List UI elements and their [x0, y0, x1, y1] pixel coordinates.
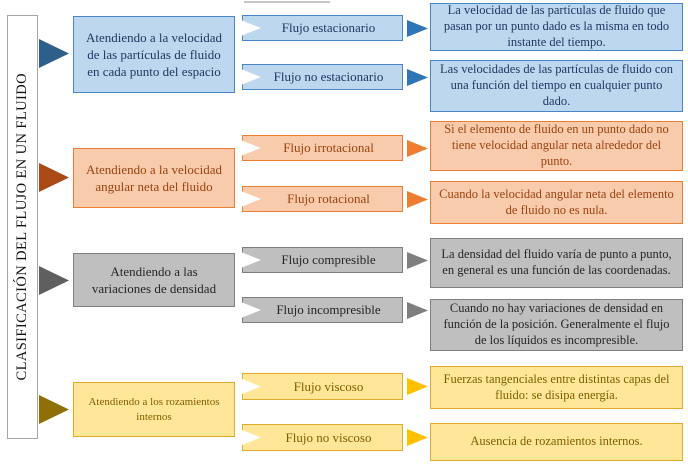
category-box-density-variations	[73, 253, 235, 307]
description-text: La densidad del fluido varía de punto a punto, en general es una función de las coordenadas.	[441, 247, 672, 277]
description-text: Cuando la velocidad angular neta del elemento de fluido no es nula.	[439, 186, 674, 217]
subtype-label: Flujo estacionario	[281, 20, 376, 35]
chevron-right-icon	[236, 189, 261, 209]
subtype-box-flujo-viscoso	[242, 373, 403, 400]
description-box	[430, 60, 683, 112]
diagram-title: CLASIFICACIÓN DEL FLUJO EN UN FLUIDO	[14, 73, 30, 381]
branch-arrow-icon	[39, 395, 69, 424]
arrow-right-icon	[407, 140, 428, 157]
chevron-right-icon	[236, 377, 261, 397]
description-text: Cuando no hay variaciones de densidad en función de la posición. Generalmente el flujo de los líquidos es incompresible.	[443, 301, 670, 347]
subtype-box-flujo-incompresible	[242, 297, 403, 323]
arrow-right-icon	[407, 252, 428, 269]
subtype-box-flujo-no-viscoso	[242, 424, 403, 451]
arrow-right-icon	[407, 20, 428, 37]
subtype-box-flujo-compresible	[242, 247, 403, 273]
arrow-right-icon	[407, 429, 428, 446]
subtype-label: Flujo irrotacional	[283, 140, 374, 155]
subtype-box-flujo-rotacional	[242, 186, 403, 212]
description-box	[430, 181, 683, 224]
subtype-label: Flujo incompresible	[276, 302, 381, 317]
description-box	[430, 299, 683, 351]
description-box	[430, 3, 683, 51]
description-text: Si el elemento de fluido en un punto dado no tiene velocidad angular neta alrededor del punto.	[444, 122, 669, 168]
description-box	[430, 423, 683, 461]
subtype-label: Flujo compresible	[281, 252, 376, 267]
branch-arrow-icon	[39, 266, 69, 295]
subtype-box-flujo-irrotacional	[242, 135, 403, 161]
description-text: La velocidad de las partículas de fluido que pasan por un punto dado es la misma en todo instante del tiempo.	[443, 3, 670, 49]
category-label: Atendiendo a la velocidad de las partículas de fluido en cada punto del espacio	[85, 29, 223, 80]
chevron-right-icon	[236, 250, 261, 270]
diagram-title-box	[7, 15, 38, 439]
arrow-right-icon	[407, 69, 428, 86]
arrow-right-icon	[407, 378, 428, 395]
category-label: Atendiendo a los rozamientos internos	[88, 395, 220, 423]
chevron-right-icon	[236, 300, 261, 320]
branch-arrow-icon	[39, 39, 69, 68]
description-text: Las velocidades de las partículas de fluido con una función del tiempo en cualquier punto dado.	[440, 62, 673, 108]
description-box	[430, 238, 683, 288]
description-text: Ausencia de rozamientos internos.	[470, 434, 643, 449]
description-box	[430, 121, 683, 171]
description-text: Fuerzas tangenciales entre distintas capas del fluido: se disipa energía.	[443, 371, 670, 402]
category-box-angular-velocity	[73, 148, 235, 208]
chevron-right-icon	[236, 138, 261, 158]
category-box-particle-velocity	[73, 16, 235, 93]
chevron-right-icon	[236, 18, 261, 38]
arrow-right-icon	[407, 302, 428, 319]
category-label: Atendiendo a las variaciones de densidad	[91, 263, 217, 296]
chevron-right-icon	[236, 67, 261, 87]
category-label: Atendiendo a la velocidad angular neta del fluido	[85, 161, 223, 194]
subtype-box-flujo-estacionario	[242, 15, 403, 41]
subtype-box-flujo-no-estacionario	[242, 64, 403, 90]
description-box	[430, 366, 683, 409]
subtype-label: Flujo no estacionario	[273, 69, 384, 84]
category-box-internal-friction	[73, 382, 235, 437]
subtype-label: Flujo rotacional	[287, 191, 370, 206]
arrow-right-icon	[407, 191, 428, 208]
chevron-right-icon	[236, 428, 261, 448]
subtype-label: Flujo no viscoso	[285, 429, 372, 445]
subtype-label: Flujo viscoso	[293, 378, 364, 394]
branch-arrow-icon	[39, 163, 69, 192]
artifact-line	[244, 1, 330, 3]
